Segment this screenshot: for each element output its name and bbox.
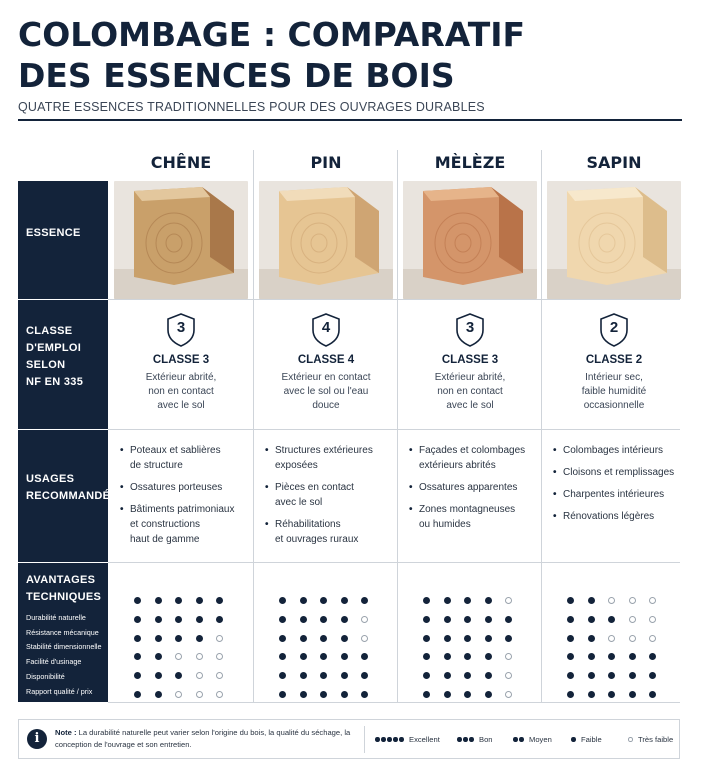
legend-dot [519,737,524,742]
class-description-line: Extérieur en contact [281,372,371,383]
column-divider [541,150,542,702]
rating-dot-filled [279,616,286,623]
rating-dot-filled [423,597,430,604]
list-item [409,443,537,473]
rating-row [279,634,379,644]
title-line-1: COLOMBAGE : COMPARATIF [18,15,526,54]
row-label-usages [18,430,118,562]
rating-dot-filled [320,635,327,642]
rating-dot-empty [649,597,656,604]
rating-dot-filled [423,653,430,660]
rating-dot-filled [134,653,141,660]
class-cell [109,313,253,413]
rating-row [567,634,667,644]
usage-line: haut de gamme [130,534,200,545]
rating-dot-filled [588,616,595,623]
rating-row [567,615,667,625]
rating-dot-filled [567,672,574,679]
usage-line: • Réhabilitations [275,519,341,530]
class-description-line: avec le sol ou l'eau [283,386,369,397]
rating-dot-empty [196,672,203,679]
rating-row [423,652,523,662]
rating-dot-filled [588,653,595,660]
rating-dot-empty [361,635,368,642]
rating-row [423,634,523,644]
shield-icon [166,313,196,347]
class-description [254,371,398,413]
rating-dot-filled [175,672,182,679]
rating-dot-filled [134,597,141,604]
rating-dot-empty [216,653,223,660]
row-label-line: AVANTAGES [26,574,96,586]
rating-dot-filled [300,672,307,679]
legend-dots [375,735,405,744]
rating-dot-filled [444,635,451,642]
rating-row [567,596,667,606]
legend-item [513,734,552,746]
legend-item [628,734,673,746]
rating-dot-filled [464,616,471,623]
rating-dot-filled [567,597,574,604]
page-title [18,14,682,96]
usage-line: • Cloisons et remplissages [563,467,675,478]
usage-line: • Zones montagneuses [419,504,516,515]
criterion-label: Résistance mécanique [26,627,99,637]
row-label-avantages [18,563,108,702]
usage-line: • Ossatures apparentes [419,482,518,493]
usage-line: • Ossatures porteuses [130,482,223,493]
rating-dot-filled [588,691,595,698]
rating-row [134,615,234,625]
rating-row [279,596,379,606]
legend-dots [628,735,634,744]
shield-icon [311,313,341,347]
rating-dot-filled [444,597,451,604]
row-label-line: D'EMPLOI [26,342,82,354]
rating-dot-filled [279,691,286,698]
rating-dot-empty [175,653,182,660]
rating-dot-filled [567,691,574,698]
rating-dot-empty [505,691,512,698]
rating-row [134,634,234,644]
rating-dot-filled [175,635,182,642]
class-description-line: Extérieur abrité, [434,372,506,383]
legend-dot [463,737,468,742]
class-description-line: non en contact [437,386,503,397]
rating-dot-filled [175,616,182,623]
rating-dot-filled [279,635,286,642]
rating-dot-filled [300,616,307,623]
rating-dot-filled [588,672,595,679]
rating-dot-filled [485,653,492,660]
rating-dot-filled [629,691,636,698]
rating-row [567,671,667,681]
legend-label: Faible [581,734,602,744]
row-label-line: TECHNIQUES [26,591,102,603]
rating-dot-empty [505,653,512,660]
rating-dot-filled [444,672,451,679]
rating-dot-empty [175,691,182,698]
rating-dot-filled [444,653,451,660]
class-number: 3 [176,319,186,336]
rating-dot-empty [629,616,636,623]
rating-dot-filled [567,653,574,660]
rating-dot-empty [196,691,203,698]
list-item [265,517,393,547]
class-cell [254,313,398,413]
rating-dot-filled [341,672,348,679]
rating-dot-filled [464,691,471,698]
note-label: Note : [55,728,77,737]
rating-dot-empty [649,635,656,642]
rating-dot-filled [134,691,141,698]
class-description-line: occasionnelle [583,400,645,411]
legend-item [571,734,602,746]
rating-dot-filled [300,653,307,660]
usage-line: extérieurs abrités [419,460,496,471]
rating-dot-filled [608,691,615,698]
rating-dot-empty [629,597,636,604]
usage-line: • Structures extérieures [275,445,373,456]
class-description-line: avec le sol [157,400,205,411]
column-divider [253,150,254,702]
row-label-line: USAGES [26,473,75,485]
usage-line: ou humides [419,519,471,530]
usage-line: • Pièces en contact [275,482,354,493]
usage-list [120,443,248,554]
rating-dot-empty [505,672,512,679]
footer-note [18,719,680,759]
criterion-label: Facilité d'usinage [26,657,82,667]
legend-dots [513,735,525,744]
rating-row [134,652,234,662]
rating-dot-filled [608,616,615,623]
rating-dot-filled [361,597,368,604]
class-description-line: non en contact [148,386,214,397]
usage-line: • Rénovations légères [563,511,655,522]
rating-row [423,690,523,700]
subtitle: QUATRE ESSENCES TRADITIONNELLES POUR DES OUVRAGES DURABLES [18,100,485,114]
rating-dot-filled [175,597,182,604]
rating-dot-empty [649,616,656,623]
rating-dot-filled [196,597,203,604]
rating-dot-filled [155,597,162,604]
footer-divider [364,726,365,753]
row-divider [108,702,680,703]
rating-dot-filled [423,691,430,698]
rating-dot-filled [485,616,492,623]
shield-icon [599,313,629,347]
column-header: PIN [310,153,342,172]
header [18,14,682,121]
rating-dot-filled [216,616,223,623]
wood-photo [547,181,681,299]
usage-list [409,443,537,539]
criterion-label: Disponibilité [26,671,65,681]
rating-dot-filled [464,672,471,679]
rating-dot-filled [341,597,348,604]
rating-row [134,671,234,681]
row-divider [108,299,680,300]
usage-line: avec le sol [275,497,323,508]
class-description [109,371,253,413]
rating-dot-empty [361,616,368,623]
list-item [553,487,681,502]
class-description-line: Extérieur abrité, [145,372,217,383]
shield-icon [455,313,485,347]
list-item [553,509,681,524]
rating-dot-filled [567,616,574,623]
rating-dot-filled [423,616,430,623]
row-divider [108,562,680,563]
rating-dot-filled [300,597,307,604]
rating-dot-filled [341,616,348,623]
usage-line: de structure [130,460,183,471]
usage-line: • Poteaux et sablières [130,445,221,456]
rating-row [423,596,523,606]
rating-row [567,690,667,700]
rating-dot-empty [608,597,615,604]
row-label-essence [18,181,108,299]
rating-dot-filled [444,691,451,698]
rating-dot-filled [279,672,286,679]
row-label-line: SELON [26,359,66,371]
wood-photo [114,181,248,299]
wood-photo [403,181,537,299]
rating-dot-filled [341,653,348,660]
title-rule [18,119,682,121]
rating-dot-filled [485,597,492,604]
legend-dot [513,737,518,742]
class-description [542,371,686,413]
legend-item [375,734,440,746]
rating-dot-filled [361,691,368,698]
title-line-2: DES ESSENCES DE BOIS [18,56,455,95]
rating-dot-filled [649,691,656,698]
list-item [265,480,393,510]
legend-dot [571,737,576,742]
column-header: SAPIN [586,153,642,172]
rating-dot-filled [134,635,141,642]
rating-dot-filled [300,635,307,642]
rating-dot-filled [485,672,492,679]
row-label-line: RECOMMANDÉS [26,490,118,502]
rating-dot-filled [155,672,162,679]
legend-dot [469,737,474,742]
rating-row [279,690,379,700]
rating-dot-filled [629,672,636,679]
list-item [553,465,681,480]
rating-dot-filled [588,635,595,642]
list-item [553,443,681,458]
rating-dot-filled [505,616,512,623]
rating-dot-filled [588,597,595,604]
rating-dot-filled [423,672,430,679]
legend-dot [393,737,398,742]
rating-dot-filled [485,635,492,642]
rating-dot-filled [464,635,471,642]
usage-line: et ouvrages ruraux [275,534,359,545]
rating-row [279,671,379,681]
rating-dot-filled [320,616,327,623]
rating-dot-filled [216,597,223,604]
column-header: CHÊNE [150,153,212,172]
note-text [55,727,355,751]
legend-dot [387,737,392,742]
rating-dot-filled [320,597,327,604]
rating-dot-filled [134,672,141,679]
row-label-text: ESSENCE [26,227,81,239]
class-cell [542,313,686,413]
class-name: CLASSE 3 [152,354,210,366]
rating-dot-filled [196,635,203,642]
rating-dot-filled [485,691,492,698]
column-header: MÈLÈZE [434,153,506,172]
rating-dot-empty [629,635,636,642]
rating-dot-filled [629,653,636,660]
column-divider [397,150,398,702]
rating-row [423,671,523,681]
class-name: CLASSE 3 [441,354,499,366]
rating-dot-filled [320,672,327,679]
rating-dot-filled [464,597,471,604]
legend-dots [457,735,475,744]
rating-dot-filled [279,653,286,660]
class-description-line: faible humidité [581,386,647,397]
list-item [265,443,393,473]
class-number: 3 [465,319,475,336]
usage-line: • Colombages intérieurs [563,445,664,456]
info-icon: i [27,729,47,749]
rating-dot-filled [300,691,307,698]
class-name: CLASSE 4 [297,354,355,366]
criterion-label: Stabilité dimensionnelle [26,642,102,652]
list-item [120,502,248,547]
rating-dot-filled [608,672,615,679]
class-description-line: Intérieur sec, [585,372,643,383]
rating-dot-filled [155,653,162,660]
list-item [120,480,248,495]
rating-dot-filled [341,691,348,698]
rating-row [423,615,523,625]
rating-dot-filled [464,653,471,660]
legend-dot [375,737,380,742]
usage-list [553,443,681,531]
rating-row [279,652,379,662]
rating-dot-filled [155,691,162,698]
rating-dot-empty [608,635,615,642]
rating-row [279,615,379,625]
rating-dot-filled [361,653,368,660]
rating-dot-filled [567,635,574,642]
criterion-label: Rapport qualité / prix [26,686,93,696]
rating-dot-filled [134,616,141,623]
rating-row [567,652,667,662]
list-item [120,443,248,473]
row-label-text [26,471,118,505]
rating-dot-filled [608,653,615,660]
class-description-line: avec le sol [446,400,494,411]
usage-line: • Façades et colombages [419,445,526,456]
legend-item [457,734,493,746]
rating-dot-empty [216,635,223,642]
row-label-classe [18,300,108,429]
rating-dot-empty [216,672,223,679]
rating-dot-filled [155,616,162,623]
rating-dot-filled [423,635,430,642]
wood-photo [259,181,393,299]
legend-dots [571,735,577,744]
rating-dot-filled [649,672,656,679]
class-name: CLASSE 2 [585,354,643,366]
criterion-label: Durabilité naturelle [26,613,86,622]
rating-dot-empty [505,597,512,604]
rating-dot-filled [361,672,368,679]
class-description [398,371,542,413]
row-divider [108,429,680,430]
usage-list [265,443,393,554]
row-label-line: CLASSE [26,325,73,337]
rating-dot-filled [196,616,203,623]
usage-line: • Charpentes intérieures [563,489,665,500]
class-number: 4 [321,319,331,336]
note-body: La durabilité naturelle peut varier selon l'origine du bois, la qualité du séchage, la conception de l'ouvrage et son entretien. [55,728,351,749]
rating-dot-filled [320,691,327,698]
class-cell [398,313,542,413]
usage-line: exposées [275,460,318,471]
legend-label: Moyen [529,734,552,744]
legend-dot [628,737,633,742]
rating-dot-empty [196,653,203,660]
legend-dot [399,737,404,742]
rating-dot-filled [444,616,451,623]
legend-dot [381,737,386,742]
rating-row [134,596,234,606]
rating-dot-filled [279,597,286,604]
usage-line: • Bâtiments patrimoniaux [130,504,235,515]
rating-dot-filled [320,653,327,660]
class-number: 2 [609,319,619,336]
legend-label: Excellent [409,734,440,744]
row-label-text [26,572,101,606]
list-item [409,480,537,495]
legend-label: Bon [479,734,493,744]
rating-row [134,690,234,700]
rating-dot-filled [155,635,162,642]
legend-dot [457,737,462,742]
usage-line: et constructions [130,519,201,530]
class-description-line: douce [312,400,340,411]
rating-dot-filled [505,635,512,642]
rating-dot-filled [341,635,348,642]
row-label-line: NF EN 335 [26,376,84,388]
legend-label: Très faible [638,734,674,744]
rating-dot-empty [216,691,223,698]
row-label-text [26,323,83,391]
list-item [409,502,537,532]
rating-dot-filled [649,653,656,660]
